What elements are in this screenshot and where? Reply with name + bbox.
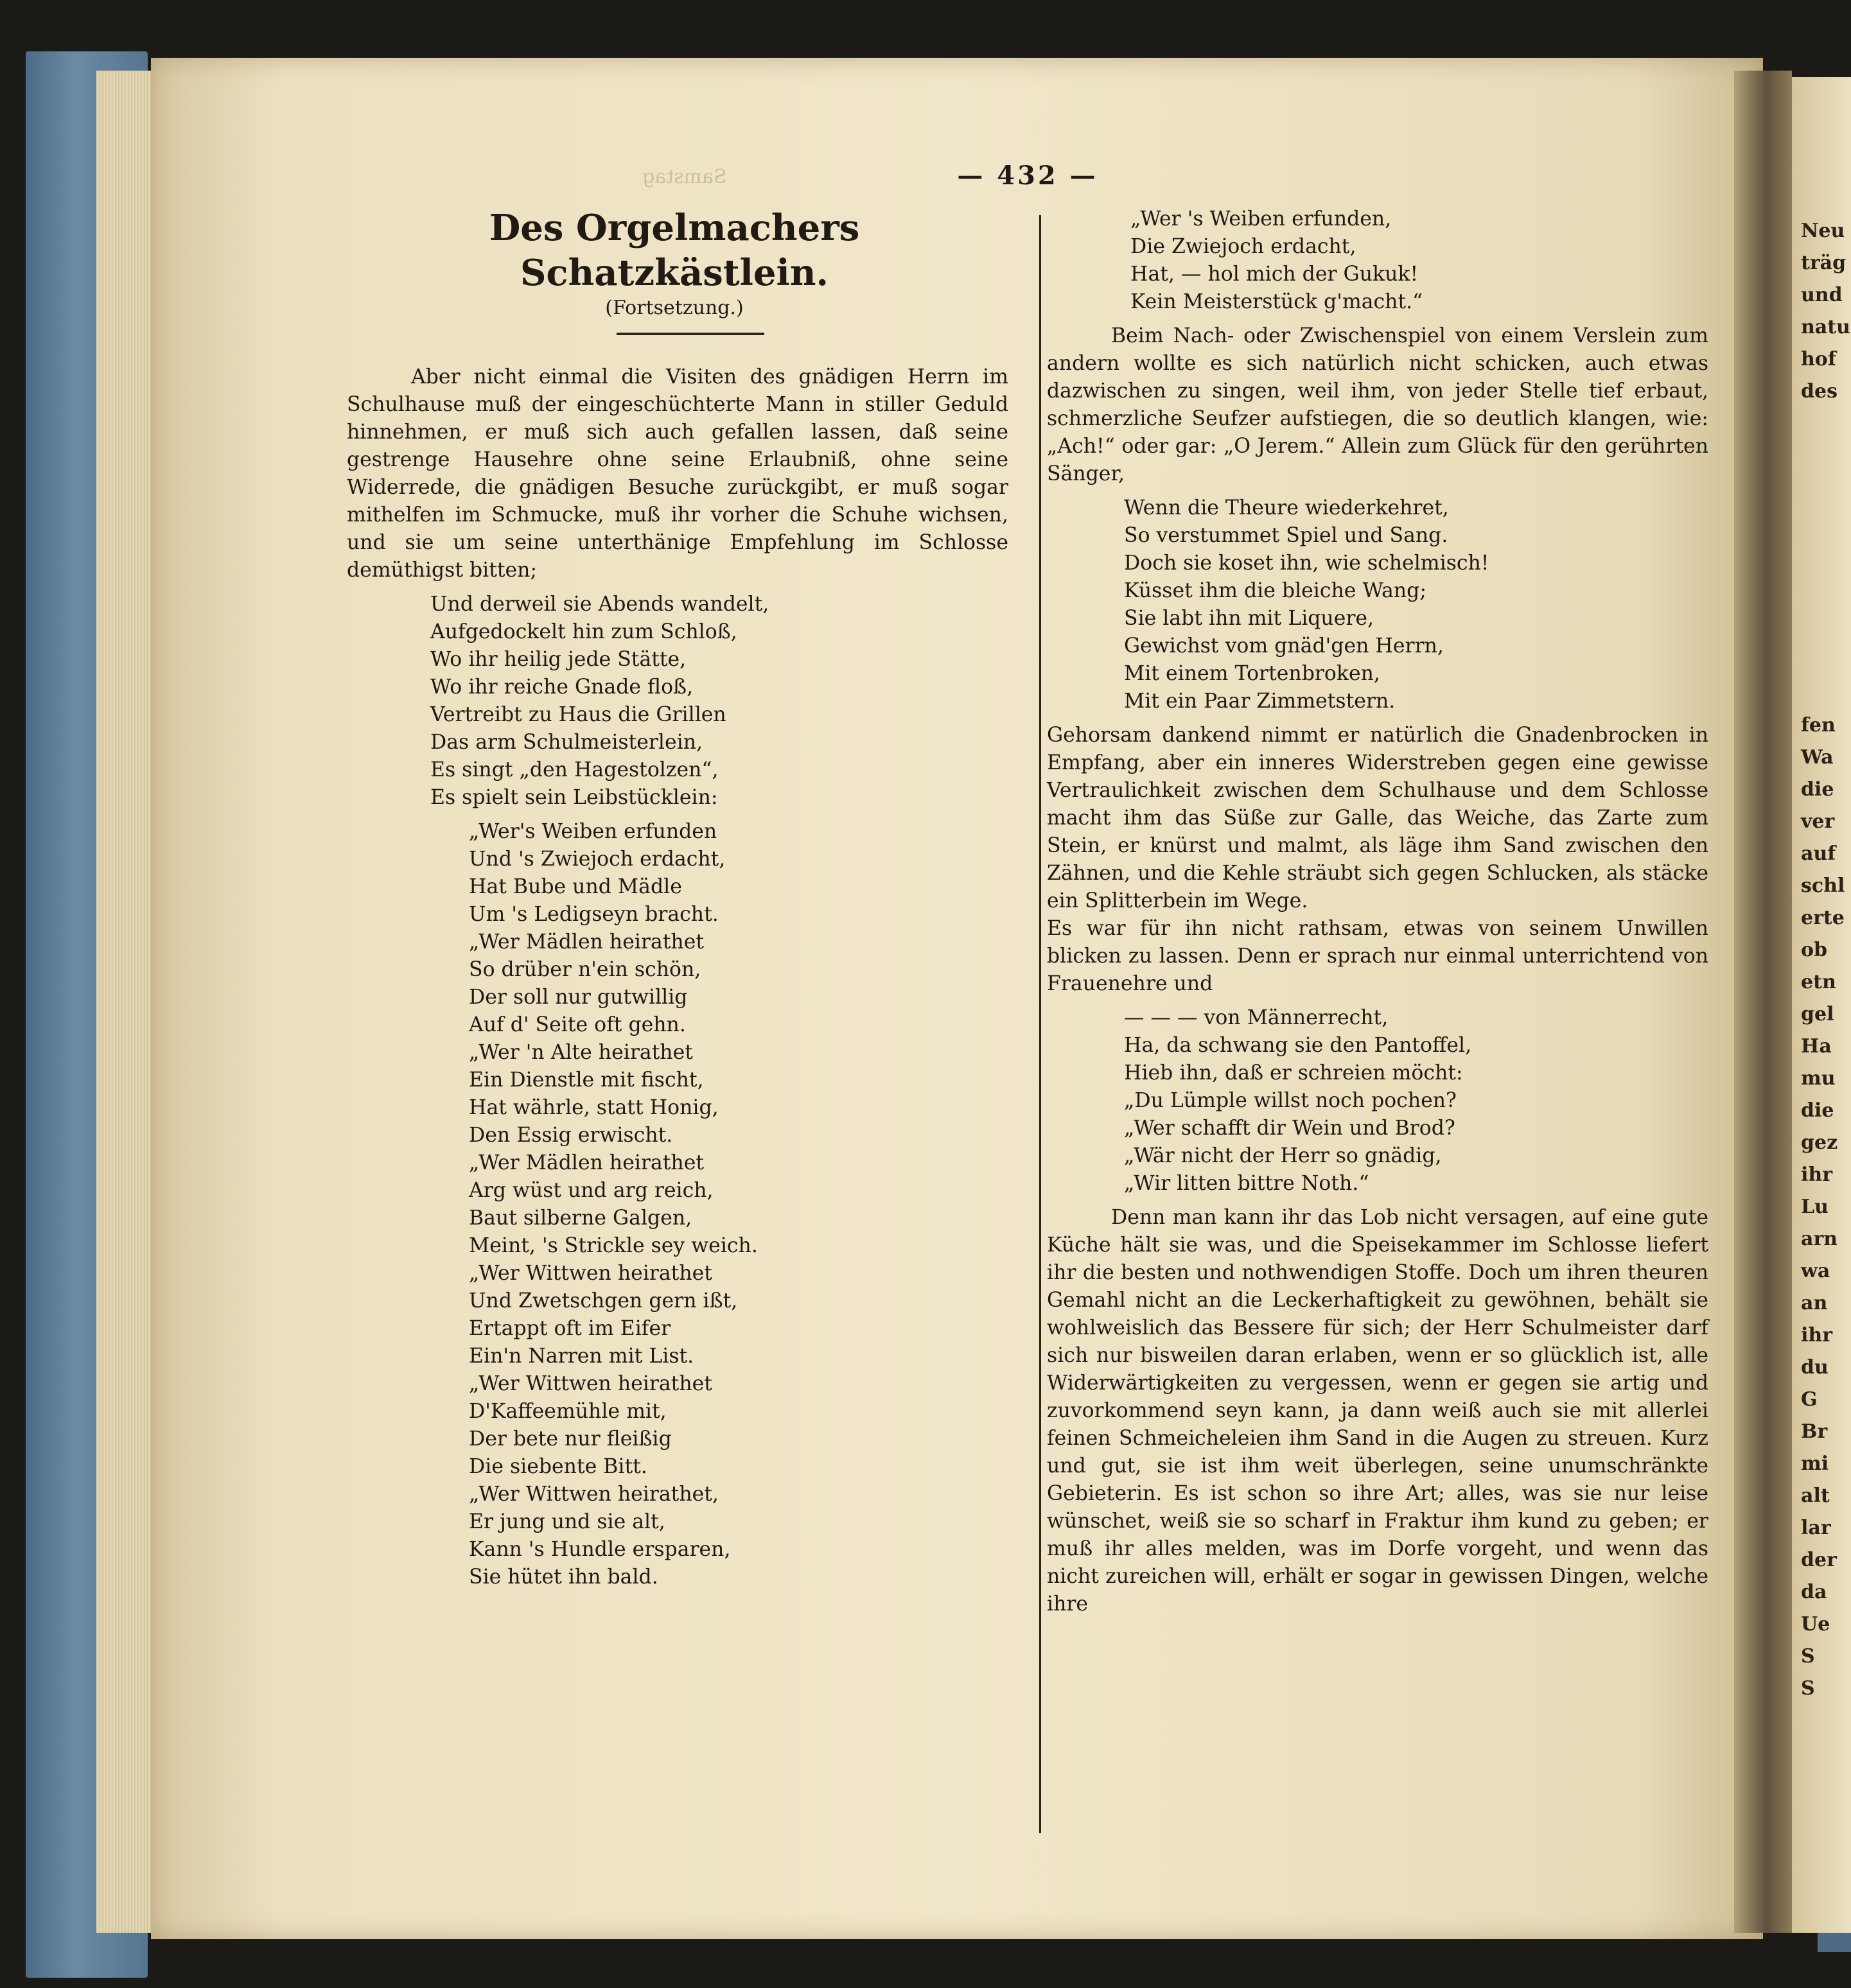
fragment: ver: [1801, 810, 1835, 833]
verse-line: „Du Lümple willst noch pochen?: [1124, 1089, 1457, 1112]
verse-line: Wenn die Theure wiederkehret,: [1124, 496, 1449, 519]
verse-block: [1047, 205, 1708, 316]
paragraph: Es war für ihn nicht rathsam, etwas von seinem Unwillen blicken zu lassen. Denn er sprach nur einmal unterrichtend von Frauenehre und: [1047, 917, 1708, 995]
verse-line: Hat währle, statt Honig,: [469, 1096, 719, 1119]
verse-line: Und derweil sie Abends wandelt,: [430, 593, 769, 616]
verse-line: „Wir litten bittre Noth.“: [1124, 1172, 1369, 1195]
fragment: Br: [1801, 1420, 1828, 1443]
verse-line: Sie hütet ihn bald.: [469, 1565, 658, 1589]
verse-line: Es spielt sein Leibstücklein:: [430, 786, 718, 809]
verse-line: D'Kaffeemühle mit,: [469, 1400, 667, 1423]
verse-block: [347, 591, 1008, 812]
verse-line: Mit ein Paar Zimmetstern.: [1124, 690, 1396, 713]
verse-line: Sie labt ihn mit Liquere,: [1124, 607, 1374, 630]
verse-line: — — — von Männerrecht,: [1124, 1006, 1389, 1029]
verse-line: „Wer Mädlen heirathet: [469, 1151, 705, 1174]
verse-line: Ha, da schwang sie den Pantoffel,: [1124, 1034, 1472, 1057]
verse-line: Das arm Schulmeisterlein,: [430, 731, 703, 754]
fragment: auf: [1801, 842, 1836, 865]
fragment: träg: [1801, 252, 1847, 274]
verse-line: Der bete nur fleißig: [469, 1427, 672, 1451]
verse-line: Auf d' Seite oft gehn.: [469, 1013, 686, 1036]
fragment: natu: [1801, 316, 1850, 338]
fragment: die: [1801, 1099, 1834, 1122]
book-gutter: [1734, 71, 1792, 1933]
fragment: S: [1801, 1677, 1815, 1700]
fragment: ob: [1801, 939, 1827, 961]
verse-line: „Wer 's Weiben erfunden,: [1130, 207, 1392, 231]
verse-line: Baut silberne Galgen,: [469, 1207, 692, 1230]
fragment: lar: [1801, 1517, 1831, 1539]
fragment: Ue: [1801, 1613, 1830, 1635]
fragment: mu: [1801, 1067, 1836, 1090]
verse-line: Gewichst vom gnäd'gen Herrn,: [1124, 634, 1444, 658]
article-title: Des Orgelmachers Schatzkästlein.: [489, 207, 860, 294]
fragment: G: [1801, 1388, 1818, 1411]
fragment: arn: [1801, 1228, 1838, 1250]
fragment: etn: [1801, 971, 1836, 993]
fragment: ihr: [1801, 1164, 1833, 1186]
song-verse-block: [347, 818, 1008, 1591]
paragraph: Denn man kann ihr das Lob nicht versagen, auf eine gute Küche hält sie was, und die Speisekammer im Schlosse liefert ihr die besten und nothwendigen Stoffe. Doch um ihren theuren Gemahl nicht an die Leckerhaftigkeit zu gewöhnen, behält sie wohlweislich das Bessere für sich; der Herr Schulmeister darf sich nur bisweilen daran erlaben, wenn er so glücklich ist, alle Widerwärtigkeiten zu vergessen, wenn er gegen sie artig und zuvorkommend seyn kann, ja dann weiß auch sie mit allerlei feinen Schmeicheleien ihm Sand in die Augen zu streuen. Kurz und gut, sie ist ihm weit überlegen, seine unumschränkte Gebieterin. Es ist schon so ihre Art; alles, was sie nur leise wünschet, weiß sie so scharf in Fraktur ihm kund zu geben; er muß ihr alles melden, was im Dorfe vorgeht, und wenn das nicht zureichen will, erhält er sogar in gewissen Dingen, welche ihre: [1047, 1206, 1708, 1616]
fragment: schl: [1801, 875, 1845, 897]
verse-line: Mit einem Tortenbroken,: [1124, 662, 1380, 685]
verse-line: Kein Meisterstück g'macht.“: [1130, 290, 1423, 313]
verse-line: Hieb ihn, daß er schreien möcht:: [1124, 1061, 1463, 1085]
verse-block: [1047, 494, 1708, 715]
paragraph: Aber nicht einmal die Visiten des gnädigen Herrn im Schulhause muß der eingeschüchterte Mann in stiller Geduld hinnehmen, er muß sich auch gefallen lassen, daß seine gestrenge Hausehre ohne seine Erlaubniß, ohne seine Widerrede, die gnädigen Besuche zurückgibt, er muß sogar mithelfen im Schmucke, muß ihr vorher die Schuhe wichsen, und sie um seine unterthänige Empfehlung im Schlosse demüthigst bitten;: [347, 365, 1008, 582]
verse-line: „Wär nicht der Herr so gnädig,: [1124, 1144, 1442, 1167]
verse-line: Vertreibt zu Haus die Grillen: [430, 703, 726, 726]
verse-line: Aufgedockelt hin zum Schloß,: [430, 620, 737, 643]
verse-line: Küsset ihm die bleiche Wang;: [1124, 579, 1426, 602]
fragment: Wa: [1801, 746, 1834, 769]
verse-line: Arg wüst und arg reich,: [469, 1179, 714, 1202]
verse-line: „Wer Wittwen heirathet: [469, 1372, 712, 1395]
verse-line: Ein Dienstle mit fischt,: [469, 1068, 704, 1092]
fragment: ihr: [1801, 1324, 1833, 1347]
verse-line: „Wer Wittwen heirathet,: [469, 1483, 719, 1506]
fragment: gel: [1801, 1003, 1834, 1025]
fragment: Lu: [1801, 1196, 1829, 1218]
verse-line: So verstummet Spiel und Sang.: [1124, 524, 1448, 547]
fragment: da: [1801, 1581, 1827, 1603]
fragment: des: [1801, 380, 1838, 403]
left-column: [347, 205, 1008, 1598]
verse-line: Hat Bube und Mädle: [469, 875, 682, 898]
verse-line: „Wer Mädlen heirathet: [469, 930, 705, 954]
verse-line: Wo ihr heilig jede Stätte,: [430, 648, 687, 671]
verse-line: Und Zwetschgen gern ißt,: [469, 1289, 738, 1312]
fragment: Ha: [1801, 1035, 1832, 1058]
paragraph: Gehorsam dankend nimmt er natürlich die Gnadenbrocken in Empfang, aber ein inneres Widerstreben gegen eine gewisse Vertraulichkeit zwischen dem Schulhause und dem Schlosse macht ihm das Süße zur Galle, das Weiche, das Zarte zum Stein, er knürst und malmt, als läge ihm Sand zwischen den Zähnen, und die Kehle sträubt sich gegen Schlucken, als stäcke ein Splitterbein im Wege.: [1047, 724, 1708, 912]
verse-line: Ertappt oft im Eifer: [469, 1317, 671, 1340]
verse-line: Hat, — hol mich der Gukuk!: [1130, 263, 1419, 286]
page-number: — 432 —: [957, 161, 1098, 191]
fragment: die: [1801, 778, 1834, 801]
column-divider: [1039, 215, 1041, 1833]
verse-line: Den Essig erwischt.: [469, 1124, 673, 1147]
verse-line: „Wer schafft dir Wein und Brod?: [1124, 1117, 1455, 1140]
verse-line: Er jung und sie alt,: [469, 1510, 665, 1533]
verse-line: Meint, 's Strickle sey weich.: [469, 1234, 758, 1257]
fragment: mi: [1801, 1452, 1829, 1475]
verse-line: Die Zwiejoch erdacht,: [1130, 235, 1356, 258]
next-page-fragments-top: [1792, 215, 1850, 408]
bleed-through-stamp: Samstag: [642, 166, 727, 188]
fragment: erte: [1801, 907, 1845, 929]
verse-line: So drüber n'ein schön,: [469, 958, 701, 981]
fragment: wa: [1801, 1260, 1830, 1282]
fragment: Neu: [1801, 220, 1845, 242]
verse-line: „Wer Wittwen heirathet: [469, 1262, 712, 1285]
verse-line: Doch sie koset ihn, wie schelmisch!: [1124, 552, 1489, 575]
verse-block: [1047, 1004, 1708, 1198]
next-page-edge: [1792, 77, 1851, 1933]
verse-line: Ein'n Narren mit List.: [469, 1345, 694, 1368]
verse-line: Wo ihr reiche Gnade floß,: [430, 676, 694, 699]
fragment: S: [1801, 1645, 1815, 1668]
next-page-fragments-bottom: [1792, 710, 1845, 1705]
verse-line: Der soll nur gutwillig: [469, 986, 688, 1009]
article-subtitle: (Fortsetzung.): [605, 297, 744, 319]
verse-line: Um 's Ledigseyn bracht.: [469, 903, 719, 926]
fragment: alt: [1801, 1485, 1830, 1507]
verse-line: „Wer's Weiben erfunden: [469, 820, 717, 843]
verse-line: Und 's Zwiejoch erdacht,: [469, 848, 726, 871]
title-rule: [617, 333, 764, 335]
verse-line: „Wer 'n Alte heirathet: [469, 1041, 693, 1064]
fragment: und: [1801, 284, 1843, 306]
verse-line: Kann 's Hundle ersparen,: [469, 1538, 731, 1561]
verse-line: Es singt „den Hagestolzen“,: [430, 758, 719, 781]
paragraph: Beim Nach- oder Zwischenspiel von einem Verslein zum andern wollte es sich natürlich nicht schicken, auch etwas dazwischen zu singen, weil ihm, von jeder Stelle tief erbaut, schmerzliche Seufzer aufstiegen, die so deutlich klangen, wie: „Ach!“ oder gar: „O Jerem.“ Allein zum Glück für den gerührten Sänger,: [1047, 324, 1708, 485]
verse-line: Die siebente Bitt.: [469, 1455, 647, 1478]
fragment: du: [1801, 1356, 1829, 1379]
right-column: [1047, 205, 1708, 1618]
fragment: gez: [1801, 1131, 1838, 1154]
fragment: hof: [1801, 348, 1836, 371]
fragment: der: [1801, 1549, 1837, 1571]
fragment: an: [1801, 1292, 1828, 1314]
fragment: fen: [1801, 714, 1836, 737]
